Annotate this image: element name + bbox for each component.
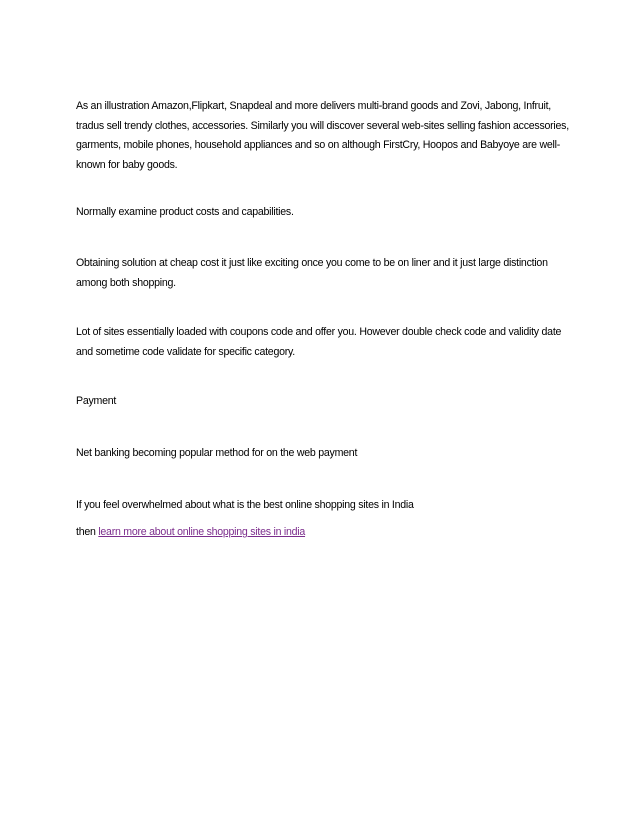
paragraph-payment-heading: Payment [76, 395, 117, 407]
paragraph-examine-costs: Normally examine product costs and capabilities. [76, 206, 294, 218]
learn-more-link[interactable]: learn more about online shopping sites in india [98, 526, 306, 538]
paragraph-final-line [76, 523, 576, 543]
paragraph-overwhelmed: If you feel overwhelmed about what is the best online shopping sites in India [76, 499, 414, 511]
paragraph-intro: As an illustration Amazon,Flipkart, Snapdeal and more delivers multi-brand goods and Zovi, Jabong, Infruit, tradus sell trendy clothes, accessories. Similarly you will discover several web-sites selling fashion accessories, garments, mobile phones, household appliances and so on although FirstCry, Hoopos and Babyoye are well-known for baby goods. [76, 100, 569, 171]
final-line-prefix: then [76, 526, 99, 538]
paragraph-coupons: Lot of sites essentially loaded with coupons code and offer you. However double check code and validity date and sometime code validate for specific category. [76, 326, 562, 358]
paragraph-net-banking: Net banking becoming popular method for on the web payment [76, 447, 358, 459]
paragraph-cheap-cost: Obtaining solution at cheap cost it just like exciting once you come to be on liner and it just large distinction among both shopping. [76, 257, 548, 289]
